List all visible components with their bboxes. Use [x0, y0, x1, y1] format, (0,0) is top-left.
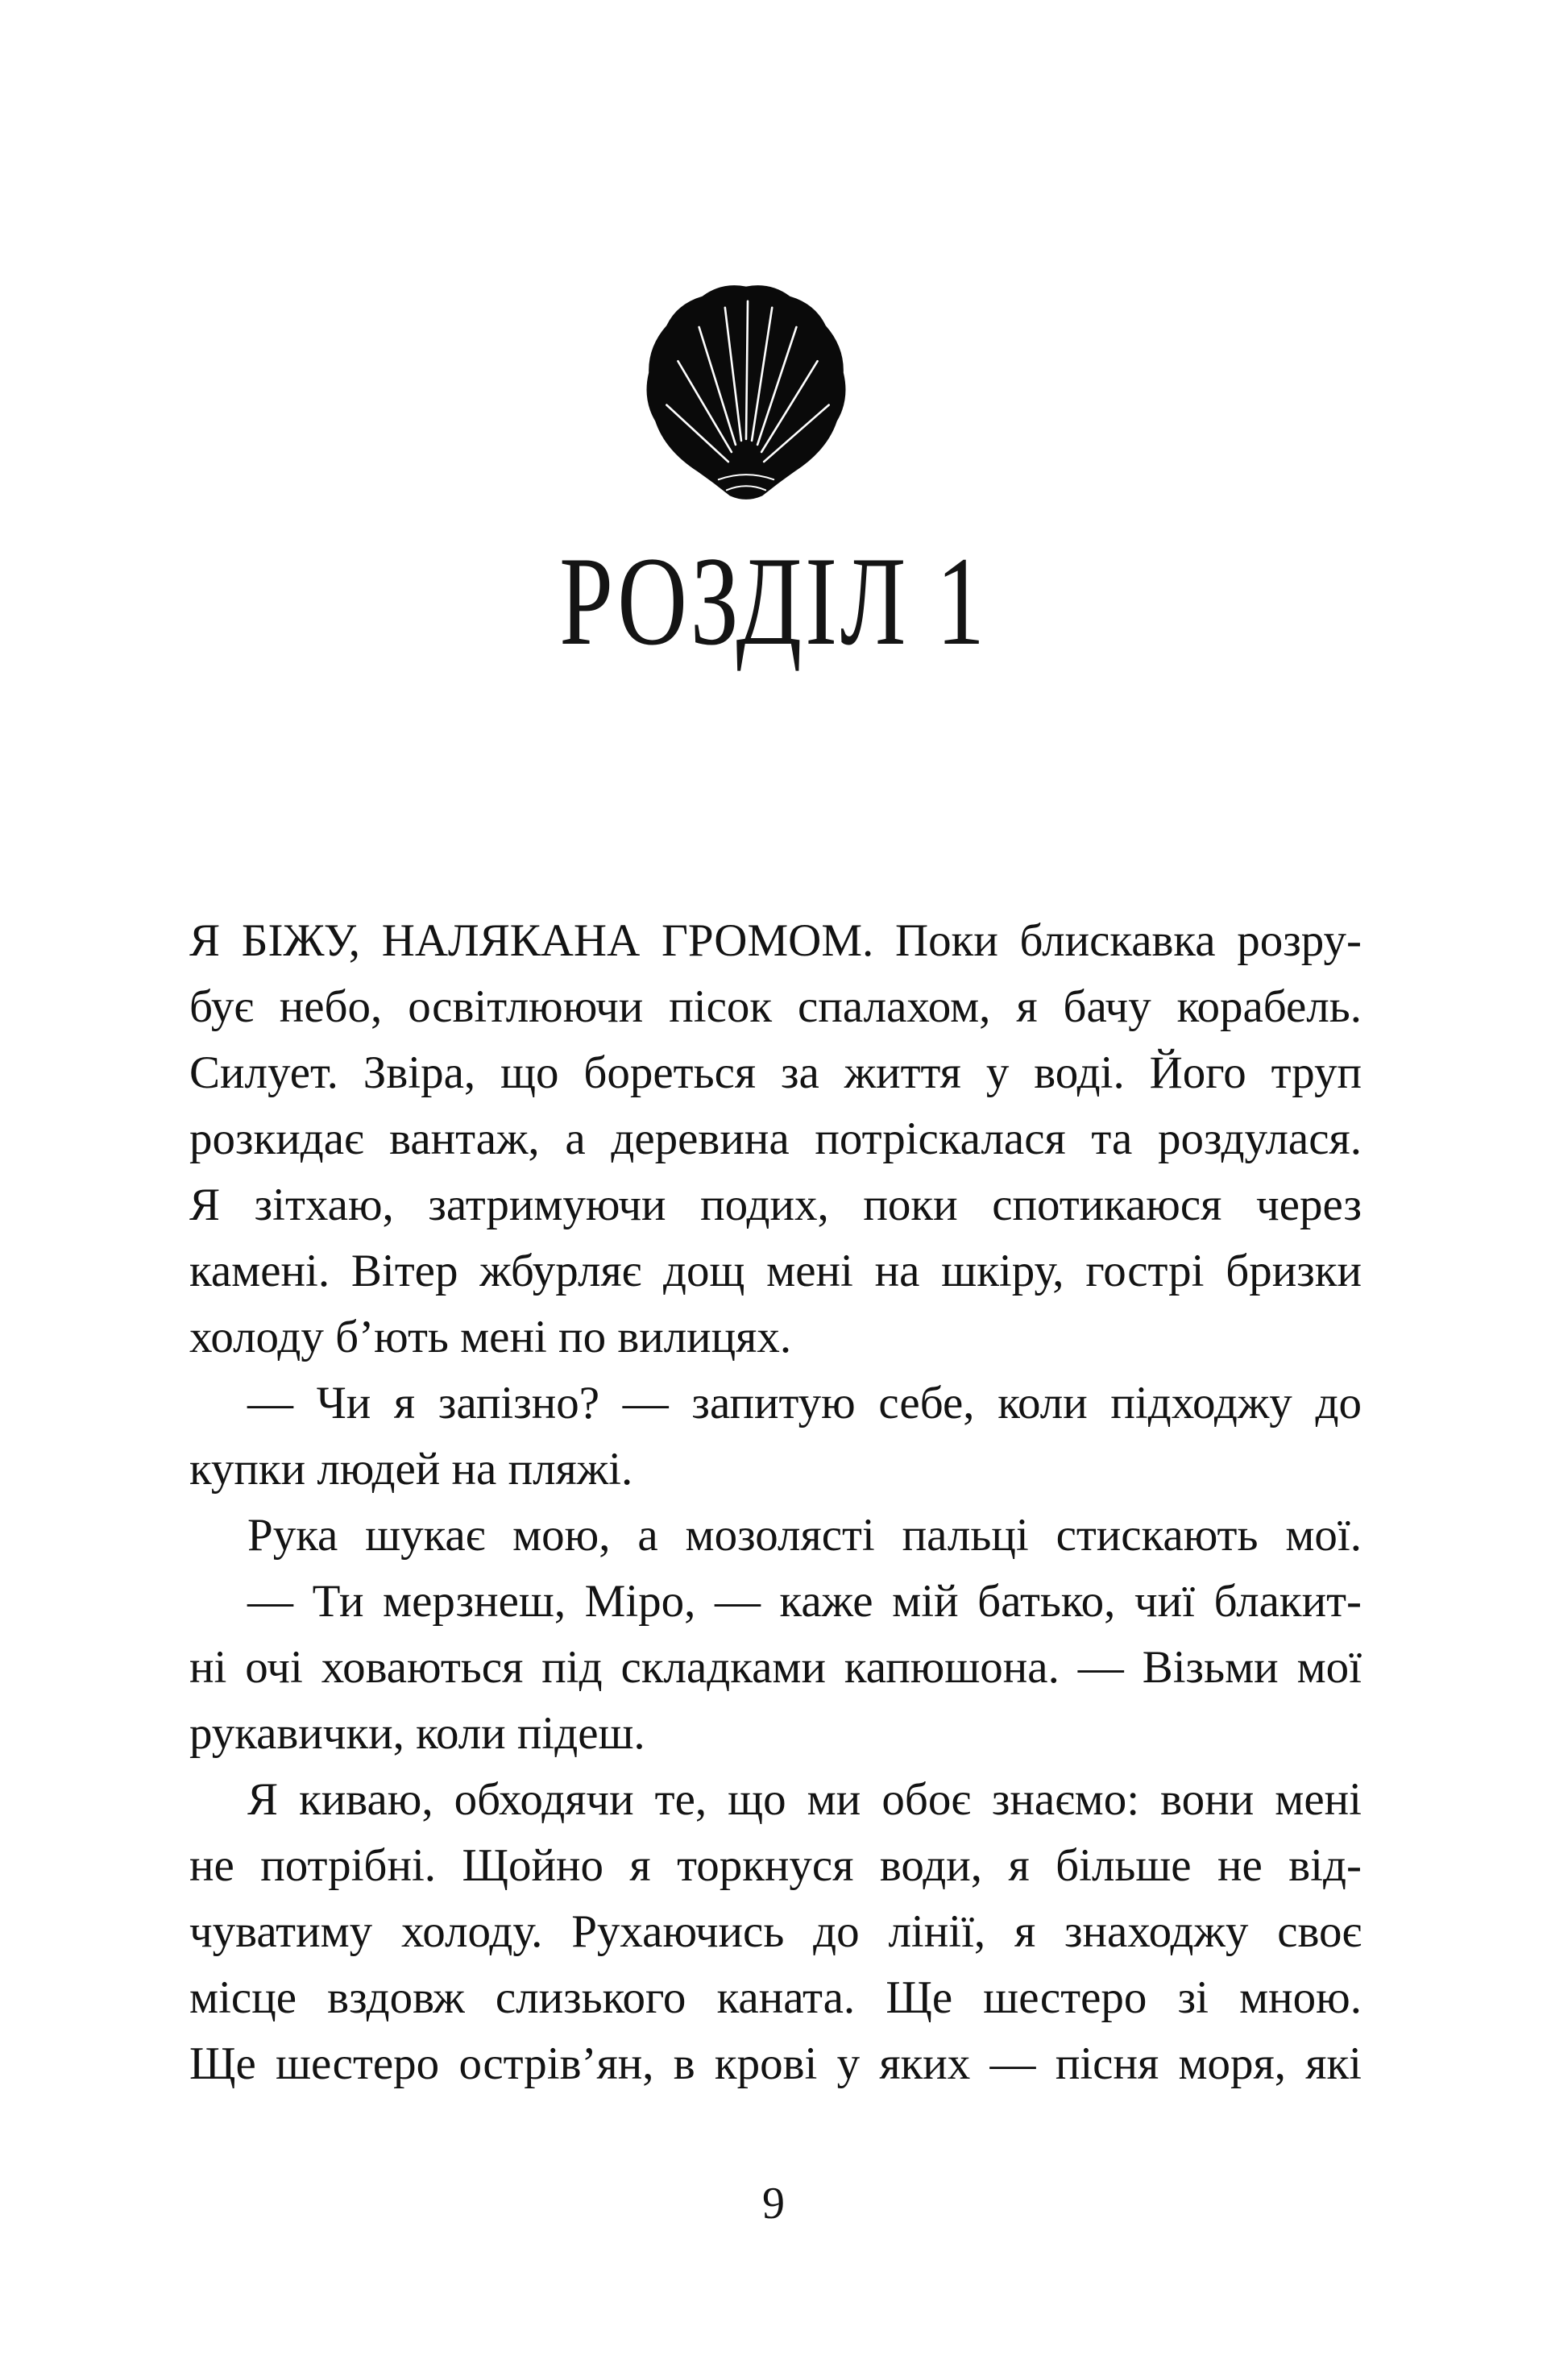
text-line: Я БІЖУ, НАЛЯКАНА ГРОМОМ. Поки блискавка розру- [189, 915, 1362, 966]
text-line: Силует. Звіра, що бореться за життя у воді. Його труп [189, 1047, 1362, 1098]
page-number: 9 [762, 2179, 785, 2229]
text-line: розкидає вантаж, а деревина потріскалася та роздулася. [189, 1113, 1362, 1164]
text-line: — Ти мерзнеш, Міро, — каже мій батько, чиї блакит- [247, 1576, 1362, 1627]
body-text [189, 908, 1362, 2097]
scallop-shell-icon [624, 274, 868, 512]
text-line: Я киваю, обходячи те, що ми обоє знаємо: вони мені [247, 1774, 1362, 1825]
text-line: бує небо, освітлюючи пісок спалахом, я бачу корабель. [189, 981, 1362, 1032]
text-line: рукавички, коли підеш. [189, 1708, 645, 1759]
text-line: Я зітхаю, затримуючи подих, поки спотикаюся через [189, 1180, 1362, 1230]
chapter-title: РОЗДІЛ 1 [559, 531, 988, 672]
text-line: камені. Вітер жбурляє дощ мені на шкіру, гострі бризки [189, 1246, 1362, 1296]
text-line: купки людей на пляжі. [189, 1444, 633, 1495]
text-line: ні очі ховаються під складками капюшона. — Візьми мої [189, 1642, 1362, 1693]
text-line: не потрібні. Щойно я торкнуся води, я більше не від- [189, 1840, 1362, 1891]
text-line: холоду б’ють мені по вилицях. [189, 1312, 792, 1362]
text-line: — Чи я запізно? — запитую себе, коли підходжу до [247, 1378, 1362, 1428]
text-line: Ще шестеро острів’ян, в крові у яких — пісня моря, які [189, 2038, 1362, 2089]
text-line: місце вздовж слизького каната. Ще шестеро зі мною. [189, 1972, 1362, 2023]
text-line: Рука шукає мою, а мозолясті пальці стискають мої. [247, 1510, 1362, 1561]
text-line: чуватиму холоду. Рухаючись до лінії, я знаходжу своє [189, 1906, 1362, 1957]
